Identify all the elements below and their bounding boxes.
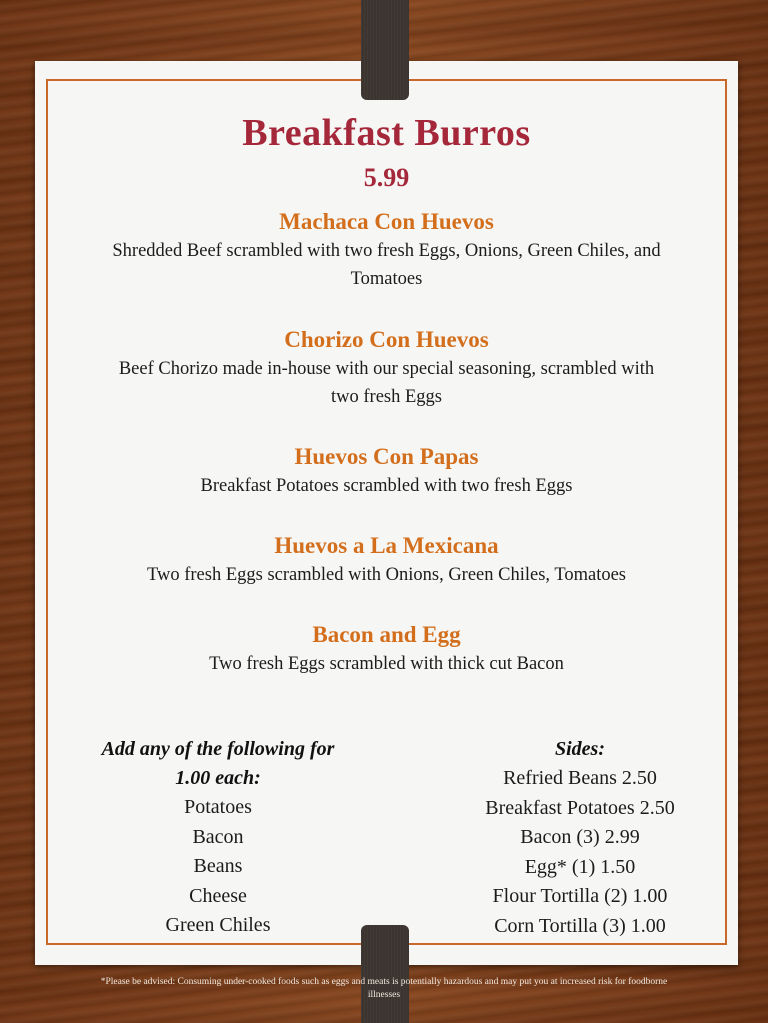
side-item: Refried Beans 2.50 <box>503 767 657 789</box>
menu-item <box>35 620 738 678</box>
addons-section <box>63 735 373 941</box>
addon-item: Bacon <box>192 825 244 848</box>
item-description: Beef Chorizo made in-house with our special seasoning, scrambled with two fresh Eggs <box>118 359 655 407</box>
bottom-strap <box>361 925 409 1023</box>
menu-item <box>35 531 738 589</box>
addon-item: Green Chiles <box>165 914 271 936</box>
side-item: Bacon (3) 2.99 <box>520 826 640 848</box>
sides-heading: Sides: <box>555 738 605 760</box>
addon-item: Beans <box>193 855 243 877</box>
side-item: Flour Tortilla (2) 1.00 <box>492 885 668 907</box>
item-name: Huevos a La Mexicana <box>274 533 499 558</box>
menu-item <box>35 325 738 411</box>
top-strap <box>361 0 409 100</box>
item-description: Two fresh Eggs scrambled with Onions, Green Chiles, Tomatoes <box>146 565 626 585</box>
menu-item <box>35 442 738 500</box>
menu-item <box>35 207 738 293</box>
menu-title: Breakfast Burros <box>242 112 531 154</box>
item-name: Chorizo Con Huevos <box>284 327 489 352</box>
disclaimer-text: *Please be advised: Consuming under-cooked foods such as eggs and meats is potentially hazardous and may put you at increased risk for foodborne illnesses <box>100 977 668 1000</box>
addon-item: Potatoes <box>184 796 252 818</box>
side-item: Breakfast Potatoes 2.50 <box>485 796 675 819</box>
item-name: Bacon and Egg <box>312 622 461 647</box>
menu-price: 5.99 <box>363 163 410 192</box>
addons-heading-price: 1.00 each: <box>175 767 261 789</box>
sides-section <box>435 735 725 941</box>
addon-item: Cheese <box>189 884 247 907</box>
item-description: Breakfast Potatoes scrambled with two fresh Eggs <box>200 476 573 496</box>
item-description: Two fresh Eggs scrambled with thick cut Bacon <box>209 654 564 674</box>
side-item: Corn Tortilla (3) 1.00 <box>494 914 666 937</box>
item-description: Shredded Beef scrambled with two fresh Eggs, Onions, Green Chiles, and Tomatoes <box>112 241 661 289</box>
item-name: Machaca Con Huevos <box>279 209 494 234</box>
item-name: Huevos Con Papas <box>294 444 479 469</box>
side-item: Egg* (1) 1.50 <box>524 855 636 878</box>
addons-heading: Add any of the following for <box>101 738 335 760</box>
